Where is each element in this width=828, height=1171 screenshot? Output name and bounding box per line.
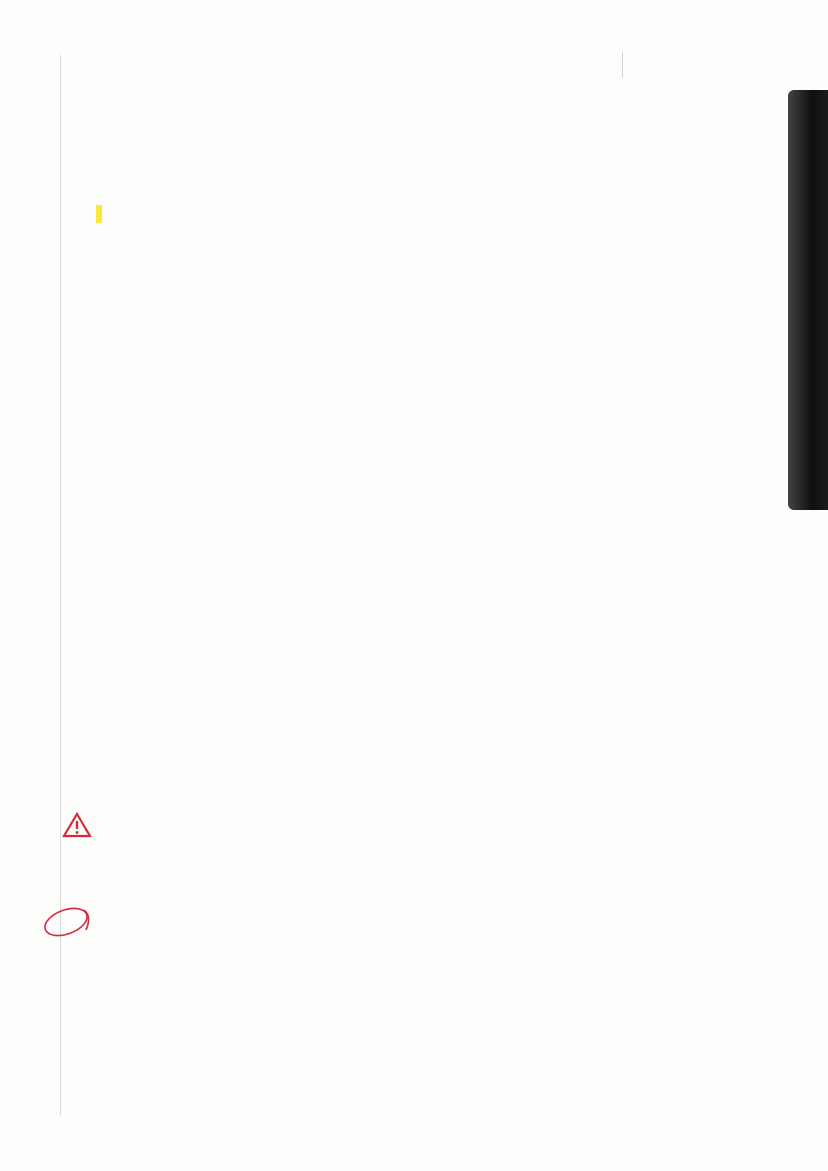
spiral-binding — [758, 40, 828, 560]
header-divider — [622, 52, 623, 78]
warning-icon — [62, 812, 92, 838]
margin-line — [60, 55, 61, 1115]
maddeler-heading — [96, 205, 102, 223]
maddeler-label — [96, 205, 102, 223]
binding-edge — [788, 90, 828, 510]
not-circle-mark — [40, 902, 96, 942]
